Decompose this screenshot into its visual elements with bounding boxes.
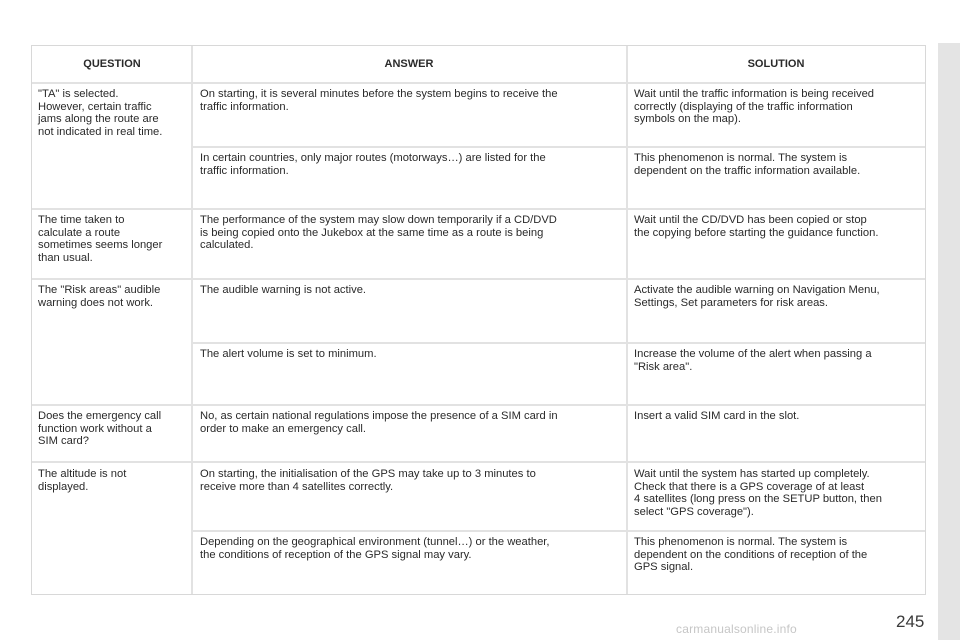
answer-cell: Depending on the geographical environment (tunnel…) or the weather, the conditions of reception of the GPS signal may vary. bbox=[200, 536, 550, 561]
header-solution: SOLUTION bbox=[747, 58, 805, 70]
column-divider bbox=[191, 46, 193, 594]
answer-cell: The audible warning is not active. bbox=[200, 284, 367, 296]
solution-cell: Increase the volume of the alert when passing a "Risk area". bbox=[634, 348, 872, 373]
row-divider bbox=[32, 461, 925, 463]
row-divider bbox=[32, 82, 925, 84]
solution-cell: This phenomenon is normal. The system is dependent on the conditions of reception of the GPS signal. bbox=[634, 536, 868, 574]
answer-cell: In certain countries, only major routes (motorways…) are listed for the traffic information. bbox=[200, 152, 546, 177]
question-cell: The altitude is not displayed. bbox=[38, 468, 127, 493]
solution-cell: Wait until the traffic information is being received correctly (displaying of the traffic information symbols on the map). bbox=[634, 88, 875, 126]
solution-cell: Insert a valid SIM card in the slot. bbox=[634, 410, 800, 422]
row-divider bbox=[193, 146, 925, 148]
answer-cell: On starting, it is several minutes before the system begins to receive the traffic information. bbox=[200, 88, 558, 113]
question-cell: Does the emergency call function work without a SIM card? bbox=[38, 410, 162, 448]
row-divider bbox=[193, 342, 925, 344]
row-divider bbox=[193, 530, 925, 532]
solution-cell: Wait until the CD/DVD has been copied or stop the copying before starting the guidance function. bbox=[634, 214, 879, 239]
solution-cell: Activate the audible warning on Navigation Menu, Settings, Set parameters for risk areas. bbox=[634, 284, 880, 309]
answer-cell: The alert volume is set to minimum. bbox=[200, 348, 377, 360]
answer-cell: On starting, the initialisation of the GPS may take up to 3 minutes to receive more than 4 satellites correctly. bbox=[200, 468, 536, 493]
page-edge-strip bbox=[938, 43, 960, 640]
watermark-text: carmanualsonline.info bbox=[676, 622, 797, 636]
question-cell: "TA" is selected. However, certain traffic jams along the route are not indicated in real time. bbox=[38, 88, 163, 138]
row-divider bbox=[32, 404, 925, 406]
question-cell: The "Risk areas" audible warning does not work. bbox=[38, 284, 161, 309]
header-question: QUESTION bbox=[83, 58, 141, 70]
faq-table bbox=[31, 45, 926, 595]
question-cell: The time taken to calculate a route sometimes seems longer than usual. bbox=[38, 214, 163, 264]
answer-cell: No, as certain national regulations impose the presence of a SIM card in order to make an emergency call. bbox=[200, 410, 558, 435]
page-number: 245 bbox=[896, 612, 925, 631]
header-answer: ANSWER bbox=[384, 58, 434, 70]
row-divider bbox=[32, 278, 925, 280]
column-divider bbox=[626, 46, 628, 594]
solution-cell: This phenomenon is normal. The system is dependent on the traffic information available. bbox=[634, 152, 861, 177]
row-divider bbox=[32, 208, 925, 210]
answer-cell: The performance of the system may slow down temporarily if a CD/DVD is being copied onto the Jukebox at the same time as a route is being calculated. bbox=[200, 214, 557, 252]
solution-cell: Wait until the system has started up completely. Check that there is a GPS coverage of at least 4 satellites (long press on the SETUP button, then select "GPS coverage"). bbox=[634, 468, 882, 518]
